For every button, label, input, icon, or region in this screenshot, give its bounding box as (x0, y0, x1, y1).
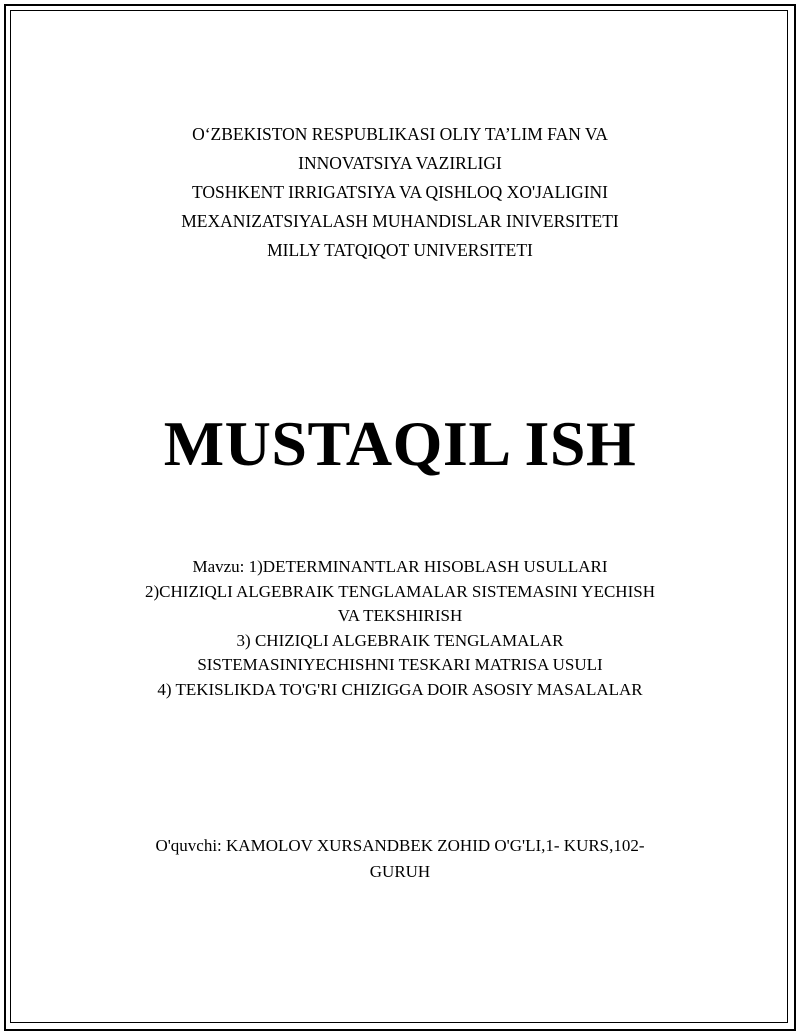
header-line: O‘ZBEKISTON RESPUBLIKASI OLIY TA’LIM FAN VA (192, 124, 608, 144)
topic-line: SISTEMASINIYECHISHNI TESKARI MATRISA USULI (197, 655, 603, 674)
header-line: MEXANIZATSIYALASH MUHANDISLAR INIVERSITETI (181, 211, 619, 231)
document-title: MUSTAQIL ISH (163, 408, 637, 479)
topic-line: VA TEKSHIRISH (337, 606, 463, 625)
student-line: GURUH (369, 862, 431, 881)
topic-block (0, 555, 800, 702)
institution-header (0, 120, 800, 265)
topic-line: 4) TEKISLIKDA TO'G'RI CHIZIGGA DOIR ASOSIY MASALALAR (157, 679, 643, 699)
topic-line: 3) CHIZIQLI ALGEBRAIK TENGLAMALAR (236, 630, 564, 650)
topic-line: Mavzu: 1)DETERMINANTLAR HISOBLASH USULLARI (192, 557, 608, 576)
header-line: INNOVATSIYA VAZIRLIGI (298, 153, 502, 173)
header-line: TOSHKENT IRRIGATSIYA VA QISHLOQ XO'JALIGINI (191, 182, 609, 202)
header-line: MILLY TATQIQOT UNIVERSITETI (267, 240, 533, 260)
student-info (0, 833, 800, 885)
student-line: O'quvchi: KAMOLOV XURSANDBEK ZOHID O'G'LI,1- KURS,102- (155, 836, 645, 855)
topic-line: 2)CHIZIQLI ALGEBRAIK TENGLAMALAR SISTEMASINI YECHISH (145, 581, 655, 601)
